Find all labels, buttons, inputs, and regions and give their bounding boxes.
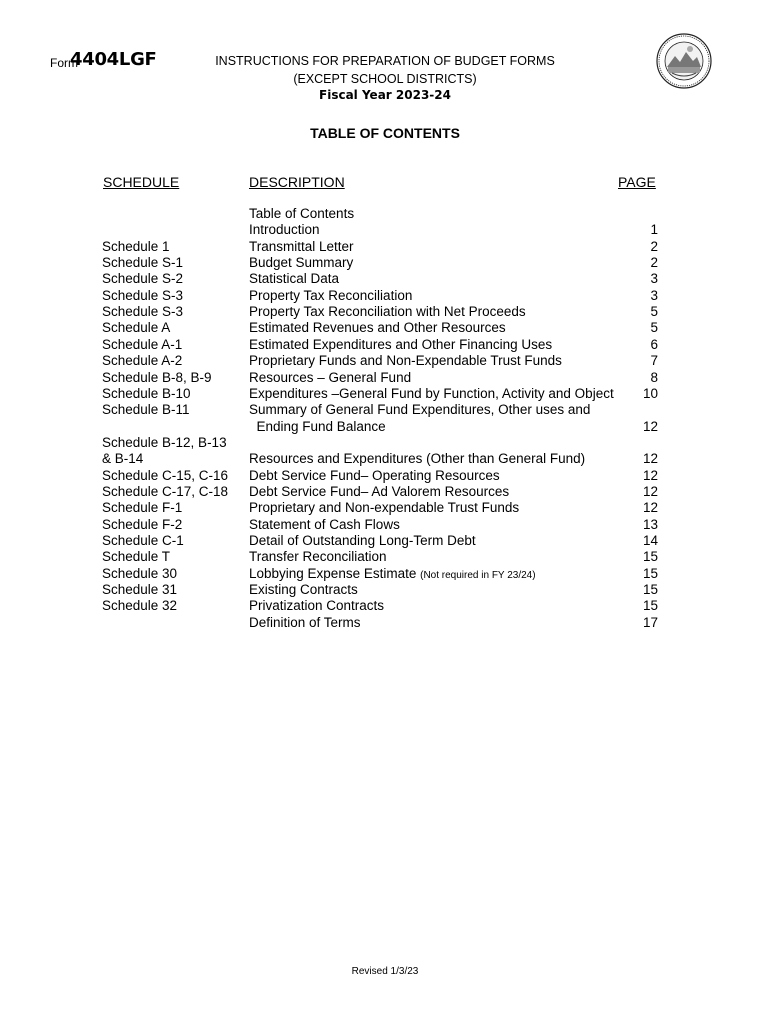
toc-row <box>0 370 770 386</box>
toc-row <box>0 239 770 255</box>
toc-page-number: 2 <box>650 255 658 271</box>
toc-row <box>0 500 770 516</box>
toc-row <box>0 255 770 271</box>
toc-row <box>0 517 770 533</box>
toc-page-number: 15 <box>642 565 658 581</box>
toc-schedule: Schedule A <box>102 320 171 336</box>
toc-description <box>249 239 354 255</box>
toc-row <box>0 386 770 402</box>
document-subtitle: (EXCEPT SCHOOL DISTRICTS) <box>293 72 477 86</box>
toc-description <box>249 402 590 418</box>
toc-description-text: Resources and Expenditures (Other than General Fund) <box>249 451 586 467</box>
toc-schedule: Schedule A-2 <box>102 353 183 369</box>
toc-schedule: Schedule T <box>102 549 171 565</box>
toc-description <box>249 353 562 369</box>
toc-schedule: Schedule S-1 <box>102 255 184 271</box>
toc-description <box>249 206 354 222</box>
toc-description-text: Existing Contracts <box>249 582 358 598</box>
toc-page-number: 15 <box>642 549 658 565</box>
toc-description <box>249 222 320 238</box>
toc-schedule: Schedule F-1 <box>102 500 183 516</box>
toc-description-text: Transfer Reconciliation <box>249 549 387 565</box>
toc-schedule: Schedule A-1 <box>102 336 183 352</box>
column-header-description: DESCRIPTION <box>249 174 345 190</box>
toc-page-number: 15 <box>642 598 658 614</box>
column-header-schedule: SCHEDULE <box>103 174 180 190</box>
toc-page-number: 17 <box>642 614 658 630</box>
toc-description-text: Estimated Expenditures and Other Financing Uses <box>249 336 553 352</box>
toc-description <box>249 517 400 533</box>
toc-schedule: Schedule C-17, C-18 <box>102 483 229 499</box>
toc-description <box>249 386 614 402</box>
form-label: Form <box>50 56 78 70</box>
toc-page-number: 15 <box>642 582 658 598</box>
toc-schedule: Schedule C-1 <box>102 533 184 548</box>
toc-description <box>249 271 339 287</box>
toc-row <box>0 615 770 631</box>
toc-description-text: Expenditures –General Fund by Function, Activity and Object <box>249 385 614 401</box>
toc-description <box>249 468 500 484</box>
toc-row <box>0 353 770 369</box>
toc-description-text: Ending Fund Balance <box>249 418 386 434</box>
toc-description-text: Statement of Cash Flows <box>249 516 400 532</box>
toc-description <box>249 370 411 386</box>
toc-description <box>249 419 386 435</box>
toc-schedule: Schedule C-15, C-16 <box>102 467 229 483</box>
toc-page-number: 6 <box>650 336 658 352</box>
toc-page-number: 13 <box>642 516 658 532</box>
toc-page-number: 8 <box>650 369 658 385</box>
column-header-page: PAGE <box>618 174 656 190</box>
toc-page-number: 5 <box>650 304 658 320</box>
toc-row <box>0 533 770 549</box>
toc-schedule: Schedule 32 <box>102 598 178 614</box>
toc-row <box>0 435 770 451</box>
toc-description-text: Property Tax Reconciliation with Net Proceeds <box>249 304 526 320</box>
toc-description-text: Definition of Terms <box>249 614 361 630</box>
toc-description-text: Debt Service Fund– Ad Valorem Resources <box>249 483 510 499</box>
toc-description-text: Statistical Data <box>249 271 340 287</box>
revised-date: Revised 1/3/23 <box>351 966 419 977</box>
toc-schedule: Schedule B-12, B-13 <box>102 434 227 450</box>
toc-row <box>0 271 770 287</box>
toc-schedule: Schedule S-3 <box>102 287 184 303</box>
toc-schedule: Schedule B-8, B-9 <box>102 369 212 385</box>
toc-row <box>0 206 770 222</box>
toc-row <box>0 288 770 304</box>
toc-description-text: Property Tax Reconciliation <box>249 287 413 303</box>
toc-description <box>249 566 536 584</box>
toc-description <box>249 598 384 614</box>
toc-page-number: 12 <box>642 418 658 434</box>
toc-description <box>249 304 526 320</box>
toc-page-number: 14 <box>642 533 658 548</box>
toc-description-text: Proprietary and Non-expendable Trust Funds <box>249 500 520 516</box>
toc-description-text: Table of Contents <box>249 206 355 221</box>
toc-description <box>249 337 552 353</box>
toc-description <box>249 451 585 467</box>
toc-row <box>0 549 770 565</box>
toc-description <box>249 484 509 500</box>
toc-row <box>0 582 770 598</box>
toc-description-text: Budget Summary <box>249 255 354 271</box>
toc-row <box>0 320 770 336</box>
toc-description-text: Transmittal Letter <box>249 238 354 254</box>
toc-description-text: Resources – General Fund <box>249 369 412 385</box>
toc-page-number: 12 <box>642 483 658 499</box>
toc-description-text: Lobbying Expense Estimate <box>249 565 417 581</box>
toc-page-number: 12 <box>642 467 658 483</box>
toc-title: TABLE OF CONTENTS <box>310 125 460 141</box>
toc-row <box>0 337 770 353</box>
toc-description <box>249 288 412 304</box>
toc-schedule: Schedule F-2 <box>102 516 183 532</box>
toc-page-number: 5 <box>650 320 658 336</box>
toc-description <box>249 533 476 549</box>
toc-row <box>0 451 770 467</box>
toc-row <box>0 304 770 320</box>
form-number: 4404LGF <box>70 49 157 70</box>
toc-row <box>0 598 770 614</box>
toc-schedule: Schedule 31 <box>102 582 178 598</box>
toc-schedule: Schedule B-11 <box>102 402 190 418</box>
toc-description <box>249 582 358 598</box>
toc-page-number: 10 <box>642 385 658 401</box>
toc-page-number: 12 <box>642 451 658 467</box>
fiscal-year: Fiscal Year 2023-24 <box>319 88 451 102</box>
toc-schedule: Schedule 30 <box>102 565 178 581</box>
toc-description-text: Summary of General Fund Expenditures, Other uses and <box>249 402 591 418</box>
toc-schedule: Schedule B-10 <box>102 385 191 401</box>
toc-page-number: 2 <box>650 238 658 254</box>
toc-schedule: Schedule 1 <box>102 238 170 254</box>
toc-page-number: 1 <box>650 222 658 238</box>
state-seal-icon <box>656 33 712 89</box>
toc-description-text: Estimated Revenues and Other Resources <box>249 320 506 336</box>
toc-page-number: 3 <box>650 287 658 303</box>
toc-description-text: Privatization Contracts <box>249 598 385 614</box>
toc-schedule: Schedule S-2 <box>102 271 184 287</box>
toc-description <box>249 320 506 336</box>
toc-description <box>249 615 361 631</box>
toc-page-number: 3 <box>650 271 658 287</box>
toc-description-text: Debt Service Fund– Operating Resources <box>249 467 500 483</box>
toc-note: (Not required in FY 23/24) <box>420 569 536 581</box>
toc-description <box>249 549 387 565</box>
toc-description <box>249 500 519 516</box>
toc-row <box>0 566 770 582</box>
document-title: INSTRUCTIONS FOR PREPARATION OF BUDGET FORMS <box>215 54 555 68</box>
toc-row <box>0 402 770 418</box>
toc-description-text: Detail of Outstanding Long-Term Debt <box>249 533 476 548</box>
toc-row <box>0 484 770 500</box>
toc-page-number: 12 <box>642 500 658 516</box>
toc-row <box>0 419 770 435</box>
toc-description-text: Introduction <box>249 222 320 238</box>
toc-page-number: 7 <box>650 353 658 369</box>
toc-row <box>0 222 770 238</box>
toc-description <box>249 255 353 271</box>
toc-schedule: Schedule S-3 <box>102 304 184 320</box>
toc-row <box>0 468 770 484</box>
toc-schedule: & B-14 <box>102 451 144 467</box>
toc-description-text: Proprietary Funds and Non-Expendable Trust Funds <box>249 353 562 369</box>
